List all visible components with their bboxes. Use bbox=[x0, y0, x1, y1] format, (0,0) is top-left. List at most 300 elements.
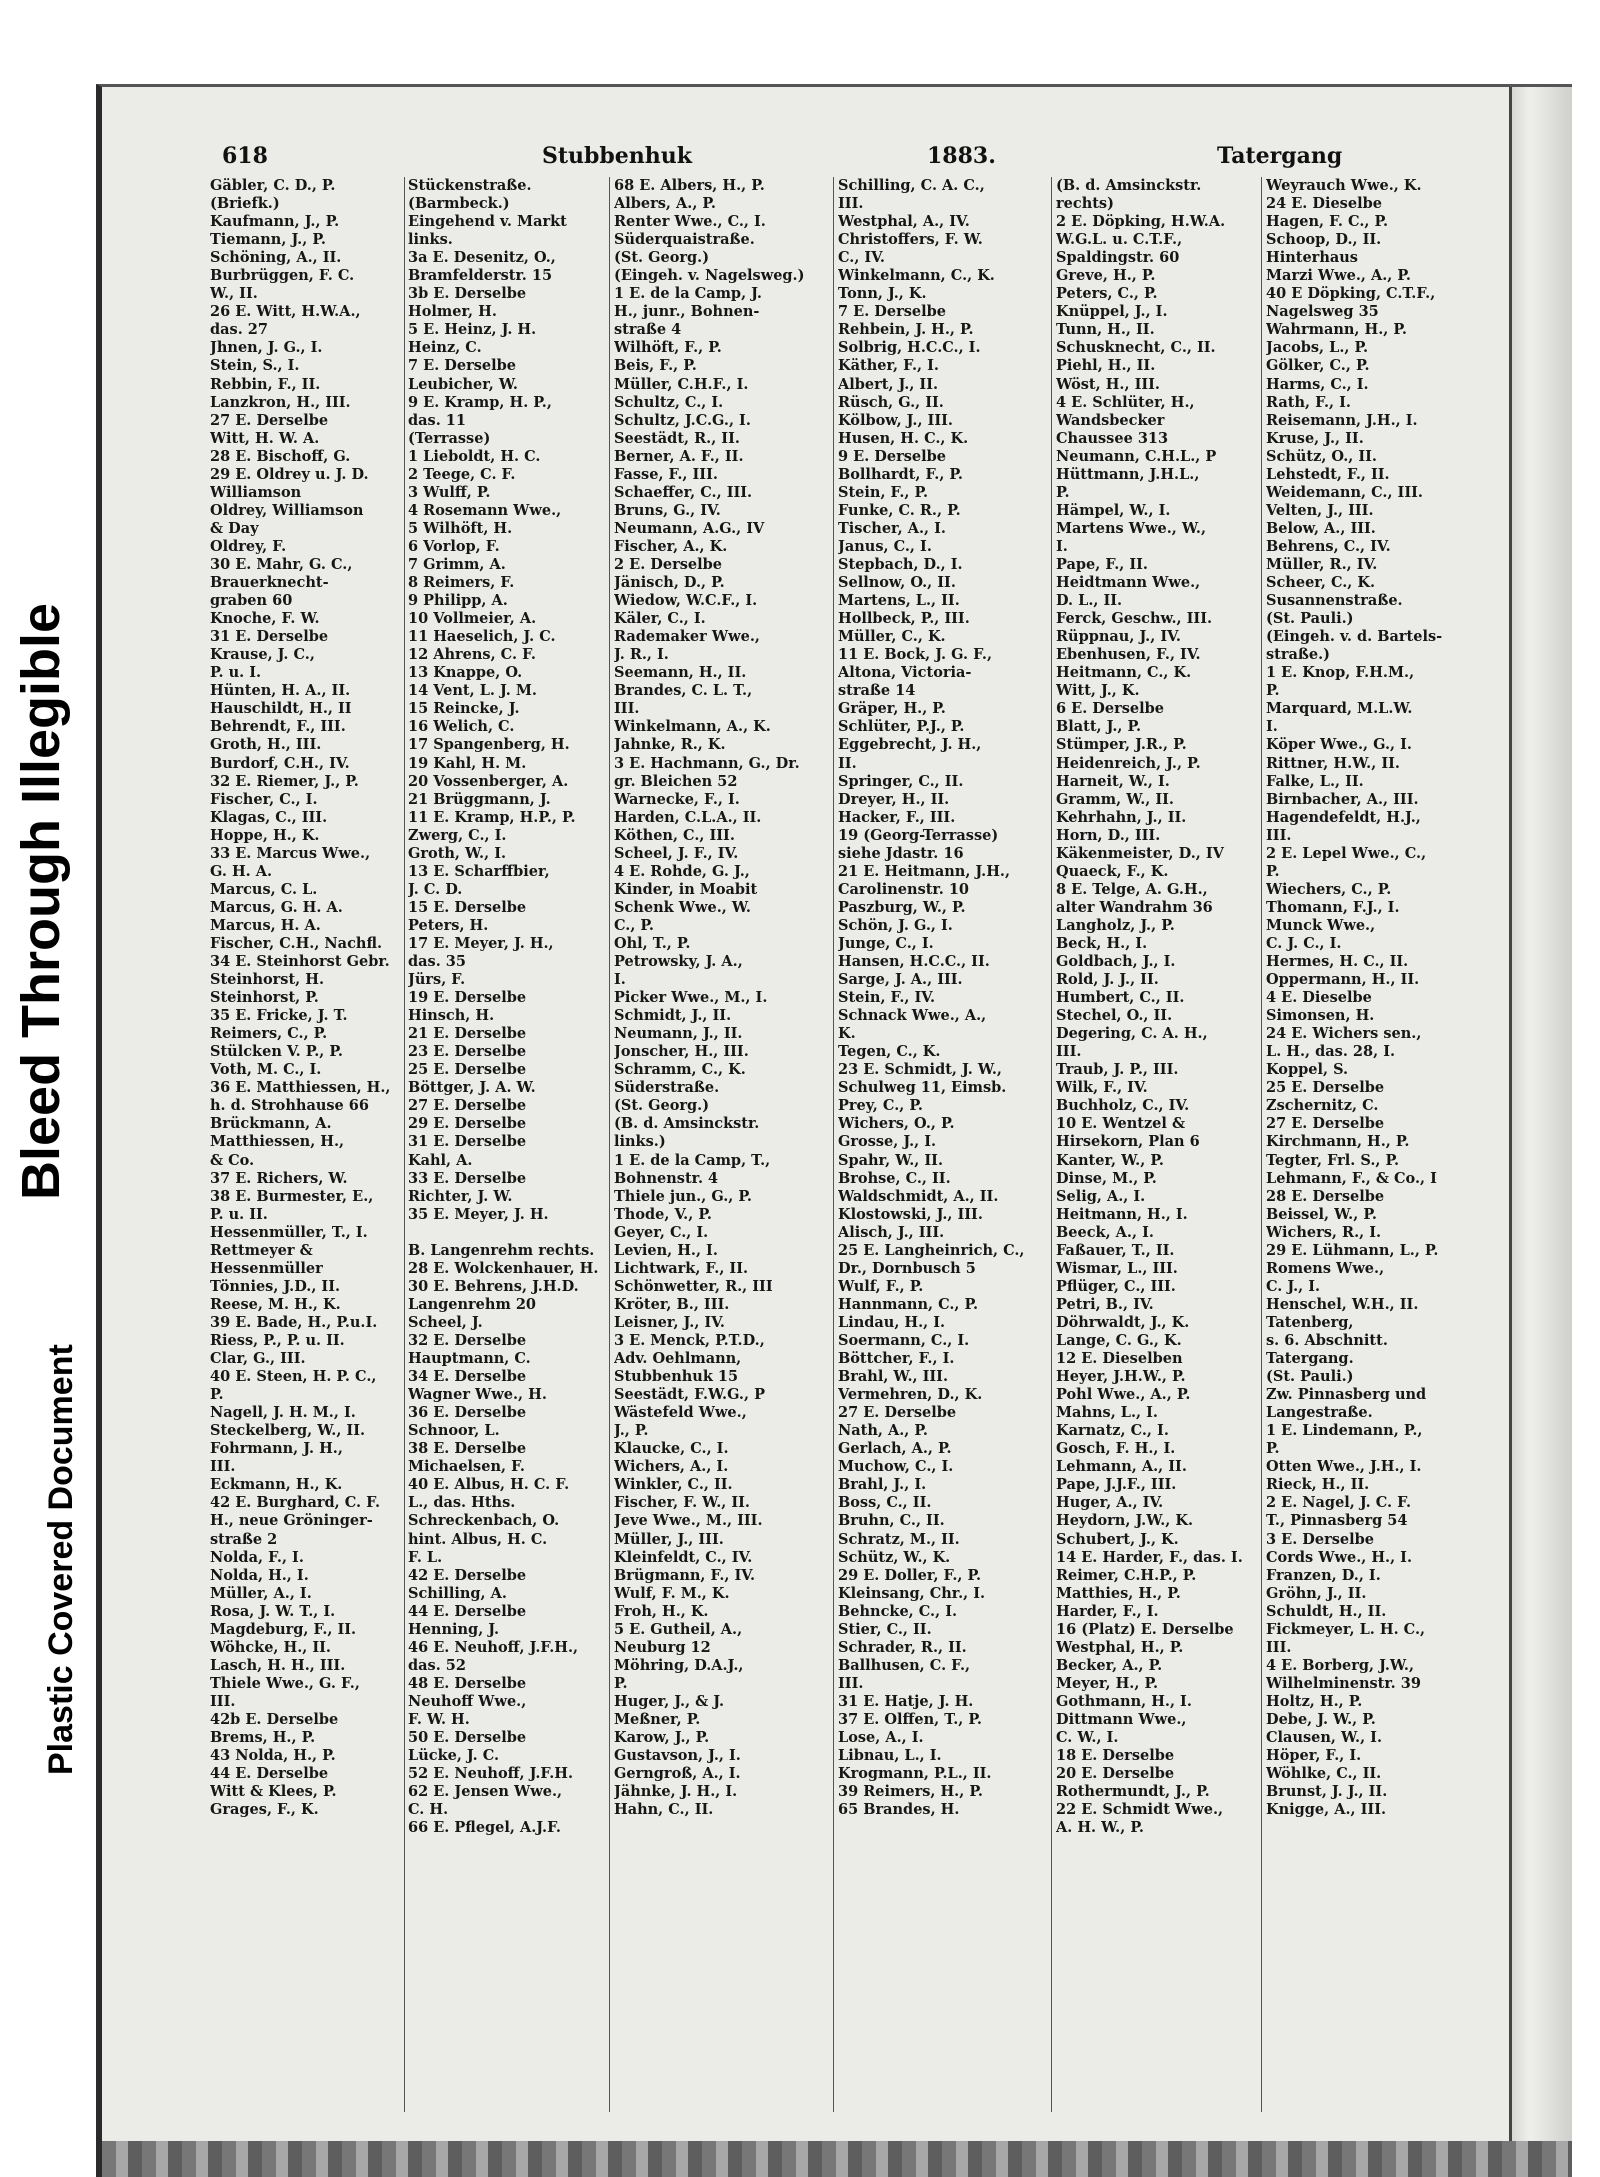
directory-entry: Warnecke, F., I. bbox=[614, 790, 740, 808]
column-rule bbox=[833, 177, 834, 2112]
directory-entry: III. bbox=[1266, 826, 1292, 844]
directory-entry: (St. Georg.) bbox=[614, 1097, 710, 1115]
directory-entry: Tatergang. bbox=[1266, 1350, 1354, 1368]
directory-entry: h. d. Strohhause 66 bbox=[210, 1097, 369, 1115]
directory-entry: 17 Spangenberg, H. bbox=[408, 736, 570, 754]
directory-entry: Gäbler, C. D., P. bbox=[210, 177, 336, 194]
directory-entry: Brauerknecht- bbox=[210, 574, 329, 592]
directory-entry: Kruse, J., II. bbox=[1266, 429, 1364, 447]
directory-entry: Schoop, D., II. bbox=[1266, 231, 1382, 249]
directory-entry: P. u. I. bbox=[210, 664, 262, 682]
directory-entry: & Day bbox=[210, 519, 259, 537]
directory-entry: Beissel, W., P. bbox=[1266, 1205, 1377, 1223]
directory-entry: Brems, H., P. bbox=[210, 1729, 316, 1747]
directory-entry: Böttcher, F., I. bbox=[838, 1350, 955, 1368]
directory-entry: Albert, J., II. bbox=[838, 375, 939, 393]
directory-entry: Fickmeyer, L. H. C., bbox=[1266, 1620, 1426, 1638]
directory-entry: Romens Wwe., bbox=[1266, 1259, 1385, 1277]
directory-entry: Schreckenbach, O. bbox=[408, 1512, 560, 1530]
directory-entry: 3b E. Derselbe bbox=[408, 285, 527, 303]
directory-entry: Kinder, in Moabit bbox=[614, 880, 758, 898]
directory-entry: Reimer, C.H.P., P. bbox=[1056, 1566, 1197, 1584]
directory-entry: Wilhöft, F., P. bbox=[614, 339, 722, 357]
directory-entry: Henschel, W.H., II. bbox=[1266, 1295, 1419, 1313]
directory-entry: 42b E. Derselbe bbox=[210, 1710, 339, 1728]
directory-entry: 21 E. Heitmann, J.H., bbox=[838, 862, 1011, 880]
directory-entry: 40 E. Albus, H. C. F. bbox=[408, 1476, 570, 1494]
directory-entry: Pohl Wwe., A., P. bbox=[1056, 1386, 1191, 1404]
directory-entry: Eggebrecht, J. H., bbox=[838, 736, 982, 754]
directory-entry: links. bbox=[408, 231, 453, 249]
directory-entry: Renter Wwe., C., I. bbox=[614, 213, 766, 231]
directory-entry: Stepbach, D., I. bbox=[838, 555, 963, 573]
directory-entry: Tatenberg, bbox=[1266, 1313, 1354, 1331]
directory-entry: Schusknecht, C., II. bbox=[1056, 339, 1216, 357]
directory-entry: Gröhn, J., II. bbox=[1266, 1584, 1367, 1602]
directory-entry: Beis, F., P. bbox=[614, 357, 697, 375]
directory-entry: Spahr, W., II. bbox=[838, 1151, 944, 1169]
directory-entry: Blatt, J., P. bbox=[1056, 718, 1142, 736]
directory-entry: 26 E. Witt, H.W.A., bbox=[210, 303, 361, 321]
directory-entry: 4 E. Borberg, J.W., bbox=[1266, 1656, 1414, 1674]
directory-entry: III. bbox=[1056, 1043, 1082, 1061]
directory-entry: III. bbox=[210, 1692, 236, 1710]
directory-entry: Matthiessen, H., bbox=[210, 1133, 345, 1151]
directory-entry: 6 E. Derselbe bbox=[1056, 700, 1164, 718]
directory-entry: Meßner, P. bbox=[614, 1710, 701, 1728]
directory-entry: Rehbein, J. H., P. bbox=[838, 321, 974, 339]
directory-entry: Rosa, J. W. T., I. bbox=[210, 1602, 336, 1620]
directory-entry: (St. Georg.) bbox=[614, 249, 710, 267]
directory-entry: Velten, J., III. bbox=[1266, 501, 1374, 519]
directory-entry: Janus, C., I. bbox=[838, 537, 932, 555]
directory-entry: P. u. II. bbox=[210, 1205, 268, 1223]
directory-entry: Stückenstraße. bbox=[408, 177, 532, 194]
directory-entry: Holmer, H. bbox=[408, 303, 497, 321]
directory-entry: Köthen, C., III. bbox=[614, 826, 735, 844]
directory-entry: Boss, C., II. bbox=[838, 1494, 932, 1512]
directory-entry: 28 E. Derselbe bbox=[1266, 1187, 1385, 1205]
directory-entry: Gramm, W., II. bbox=[1056, 790, 1174, 808]
directory-entry: das. 11 bbox=[408, 411, 466, 429]
directory-entry: Christoffers, F. W. bbox=[838, 231, 983, 249]
directory-entry: 17 E. Meyer, J. H., bbox=[408, 934, 554, 952]
directory-entry: 10 Vollmeier, A. bbox=[408, 610, 537, 628]
directory-entry: Schütz, O., II. bbox=[1266, 447, 1377, 465]
directory-entry: Behncke, C., I. bbox=[838, 1602, 958, 1620]
directory-entry: 34 E. Derselbe bbox=[408, 1368, 527, 1386]
directory-entry: 11 E. Bock, J. G. F., bbox=[838, 646, 992, 664]
directory-entry: 40 E Döpking, C.T.F., bbox=[1266, 285, 1436, 303]
directory-entry: Greve, H., P. bbox=[1056, 267, 1156, 285]
directory-entry: Meyer, H., P. bbox=[1056, 1674, 1159, 1692]
directory-entry: Springer, C., II. bbox=[838, 772, 964, 790]
directory-entry: Kirchmann, H., P. bbox=[1266, 1133, 1410, 1151]
directory-entry: Munck Wwe., bbox=[1266, 916, 1376, 934]
directory-entry: Funke, C. R., P. bbox=[838, 501, 961, 519]
directory-entry: Bohnenstr. 4 bbox=[614, 1169, 719, 1187]
directory-entry: Wöst, H., III. bbox=[1056, 375, 1160, 393]
directory-entry: Hüttmann, J.H.L., bbox=[1056, 465, 1200, 483]
directory-entry: Witt, H. W. A. bbox=[210, 429, 320, 447]
directory-entry: Heydorn, J.W., K. bbox=[1056, 1512, 1194, 1530]
directory-entry: L., das. Hths. bbox=[408, 1494, 516, 1512]
directory-entry: 11 Haeselich, J. C. bbox=[408, 628, 556, 646]
directory-entry: Eingehend v. Markt bbox=[408, 213, 567, 231]
directory-entry: 25 E. Langheinrich, C., bbox=[838, 1241, 1025, 1259]
directory-entry: Rademaker Wwe., bbox=[614, 628, 760, 646]
directory-entry: Oppermann, H., II. bbox=[1266, 971, 1420, 989]
directory-entry: Hansen, H.C.C., II. bbox=[838, 953, 990, 971]
directory-entry: 31 E. Hatje, J. H. bbox=[838, 1692, 974, 1710]
directory-entry: Wiedow, W.C.F., I. bbox=[614, 592, 758, 610]
directory-entry: H., neue Gröninger- bbox=[210, 1512, 373, 1530]
directory-entry: 44 E. Derselbe bbox=[210, 1765, 329, 1783]
directory-entry: straße 4 bbox=[614, 321, 682, 339]
directory-entry: Döhrwaldt, J., K. bbox=[1056, 1313, 1190, 1331]
directory-entry: P. bbox=[614, 1674, 628, 1692]
directory-entry: 37 E. Olffen, T., P. bbox=[838, 1710, 982, 1728]
directory-entry: Carolinenstr. 10 bbox=[838, 880, 970, 898]
directory-entry: 48 E. Derselbe bbox=[408, 1674, 527, 1692]
directory-entry: Tischer, A., I. bbox=[838, 519, 946, 537]
directory-entry: Käkenmeister, D., IV bbox=[1056, 844, 1224, 862]
directory-entry: (Briefk.) bbox=[210, 195, 280, 213]
directory-entry: Schultz, J.C.G., I. bbox=[614, 411, 751, 429]
directory-entry: (B. d. Amsinckstr. bbox=[614, 1115, 760, 1133]
directory-entry: Lücke, J. C. bbox=[408, 1747, 500, 1765]
directory-column-1 bbox=[210, 177, 400, 2112]
directory-entry: Schönwetter, R., III bbox=[614, 1277, 773, 1295]
directory-entry: Nolda, H., I. bbox=[210, 1566, 309, 1584]
directory-entry: Heitmann, C., K. bbox=[1056, 664, 1192, 682]
directory-entry: 16 Welich, C. bbox=[408, 718, 515, 736]
directory-entry: 13 E. Scharffbier, bbox=[408, 862, 550, 880]
directory-entry: Steinhorst, P. bbox=[210, 989, 319, 1007]
directory-entry: Karnatz, C., I. bbox=[1056, 1422, 1169, 1440]
directory-entry: Beck, H., I. bbox=[1056, 934, 1148, 952]
directory-entry: 32 E. Riemer, J., P. bbox=[210, 772, 359, 790]
directory-entry: Peters, C., P. bbox=[1056, 285, 1158, 303]
directory-entry: Rothermundt, J., P. bbox=[1056, 1783, 1210, 1801]
directory-entry: Klostowski, J., III. bbox=[838, 1205, 983, 1223]
directory-entry: III. bbox=[1266, 1638, 1292, 1656]
directory-entry: Hessenmüller bbox=[210, 1259, 323, 1277]
directory-entry: 3 E. Derselbe bbox=[1266, 1530, 1374, 1548]
directory-entry: links.) bbox=[614, 1133, 666, 1151]
directory-entry: Jahnke, R., K. bbox=[614, 736, 726, 754]
directory-entry: Thode, V., P. bbox=[614, 1205, 712, 1223]
directory-entry: 4 Rosemann Wwe., bbox=[408, 501, 562, 519]
directory-entry: Wismar, L., III. bbox=[1056, 1259, 1178, 1277]
directory-entry: Rittner, H.W., II. bbox=[1266, 754, 1400, 772]
directory-entry: Heidenreich, J., P. bbox=[1056, 754, 1201, 772]
archival-annotations bbox=[0, 380, 95, 1800]
directory-entry: 21 Brüggmann, J. bbox=[408, 790, 551, 808]
directory-entry: Kölbow, J., III. bbox=[838, 411, 953, 429]
directory-entry: 6 Vorlop, F. bbox=[408, 537, 500, 555]
directory-entry: Schultz, C., I. bbox=[614, 393, 724, 411]
directory-entry: Hessenmüller, T., I. bbox=[210, 1223, 368, 1241]
directory-entry: 35 E. Meyer, J. H. bbox=[408, 1205, 549, 1223]
directory-entry: Huger, A., IV. bbox=[1056, 1494, 1164, 1512]
directory-entry: III. bbox=[210, 1458, 236, 1476]
directory-entry: P. bbox=[1266, 682, 1280, 700]
directory-entry: Tonn, J., K. bbox=[838, 285, 927, 303]
directory-entry: 38 E. Derselbe bbox=[408, 1440, 527, 1458]
directory-entry: 19 (Georg-Terrasse) bbox=[838, 826, 999, 844]
directory-entry: Fasse, F., III. bbox=[614, 465, 718, 483]
directory-entry: Brandes, C. L. T., bbox=[614, 682, 753, 700]
directory-entry: Klagas, C., III. bbox=[210, 808, 328, 826]
directory-entry: Harneit, W., I. bbox=[1056, 772, 1170, 790]
directory-entry: Hauschildt, H., II bbox=[210, 700, 352, 718]
directory-column-5 bbox=[1056, 177, 1256, 2112]
directory-entry: Leubicher, W. bbox=[408, 375, 518, 393]
directory-entry: straße 14 bbox=[838, 682, 916, 700]
directory-entry: Hagendefeldt, H.J., bbox=[1266, 808, 1421, 826]
directory-entry: Tegter, Frl. S., P. bbox=[1266, 1151, 1400, 1169]
directory-entry: C., IV. bbox=[838, 249, 885, 267]
directory-entry: 12 Ahrens, C. F. bbox=[408, 646, 536, 664]
directory-entry: Fohrmann, J. H., bbox=[210, 1440, 343, 1458]
directory-entry: 33 E. Marcus Wwe., bbox=[210, 844, 371, 862]
directory-entry: (Eingeh. v. d. Bartels- bbox=[1266, 628, 1443, 646]
directory-entry: Cords Wwe., H., I. bbox=[1266, 1548, 1413, 1566]
directory-entry: Leisner, J., IV. bbox=[614, 1313, 725, 1331]
directory-entry: 37 E. Richers, W. bbox=[210, 1169, 348, 1187]
directory-entry: 15 E. Derselbe bbox=[408, 898, 527, 916]
directory-entry: Müller, R., IV. bbox=[1266, 555, 1378, 573]
directory-entry: Harms, C., I. bbox=[1266, 375, 1369, 393]
directory-entry: Mahns, L., I. bbox=[1056, 1404, 1158, 1422]
directory-entry: 38 E. Burmester, E., bbox=[210, 1187, 374, 1205]
directory-entry: Husen, H. C., K. bbox=[838, 429, 969, 447]
directory-entry: Dittmann Wwe., bbox=[1056, 1710, 1187, 1728]
directory-entry: Schlüter, P.J., P. bbox=[838, 718, 965, 736]
directory-entry: Wästefeld Wwe., bbox=[614, 1404, 747, 1422]
directory-entry: Hermes, H. C., II. bbox=[1266, 953, 1409, 971]
directory-entry: Hagen, F. C., P. bbox=[1266, 213, 1389, 231]
directory-entry: Müller, C.H.F., I. bbox=[614, 375, 749, 393]
directory-entry: Jähnke, J. H., I. bbox=[614, 1783, 738, 1801]
directory-entry: 5 E. Heinz, J. H. bbox=[408, 321, 537, 339]
directory-entry: Kaufmann, J., P. bbox=[210, 213, 340, 231]
directory-entry: Witt & Klees, P. bbox=[210, 1783, 337, 1801]
directory-entry: 14 E. Harder, F., das. I. bbox=[1056, 1548, 1243, 1566]
directory-entry: Selig, A., I. bbox=[1056, 1187, 1146, 1205]
directory-entry: Heidtmann Wwe., bbox=[1056, 574, 1201, 592]
directory-entry: Beeck, A., I. bbox=[1056, 1223, 1154, 1241]
directory-entry: Paszburg, W., P. bbox=[838, 898, 966, 916]
directory-entry: Käther, F., I. bbox=[838, 357, 939, 375]
directory-entry: 25 E. Derselbe bbox=[408, 1061, 527, 1079]
directory-entry: Nath, A., P. bbox=[838, 1422, 928, 1440]
directory-entry: Karow, J., P. bbox=[614, 1729, 710, 1747]
directory-entry: 40 E. Steen, H. P. C., bbox=[210, 1368, 377, 1386]
directory-entry: 44 E. Derselbe bbox=[408, 1602, 527, 1620]
directory-entry: 66 E. Pflegel, A.J.F. bbox=[408, 1819, 561, 1837]
directory-entry: Ebenhusen, F., IV. bbox=[1056, 646, 1201, 664]
directory-entry: das. 52 bbox=[408, 1656, 466, 1674]
directory-entry: Rold, J. J., II. bbox=[1056, 971, 1159, 989]
directory-entry: III. bbox=[614, 700, 640, 718]
directory-entry: 1 Lieboldt, H. C. bbox=[408, 447, 541, 465]
directory-entry: Müller, A., I. bbox=[210, 1584, 312, 1602]
directory-entry: Berner, A. F., II. bbox=[614, 447, 744, 465]
directory-entry: Alisch, J., III. bbox=[838, 1223, 945, 1241]
directory-entry: 1 E. Lindemann, P., bbox=[1266, 1422, 1423, 1440]
directory-entry: 7 E. Derselbe bbox=[838, 303, 946, 321]
directory-entry: Wiechers, C., P. bbox=[1266, 880, 1392, 898]
running-head-year: 1883. bbox=[927, 143, 996, 169]
directory-entry: 7 E. Derselbe bbox=[408, 357, 516, 375]
directory-column-6 bbox=[1266, 177, 1545, 2112]
directory-entry: 21 E. Derselbe bbox=[408, 1025, 527, 1043]
directory-entry: Winkler, C., II. bbox=[614, 1476, 733, 1494]
directory-entry: Pape, J.J.F., III. bbox=[1056, 1476, 1177, 1494]
directory-entry: 2 E. Lepel Wwe., C., bbox=[1266, 844, 1427, 862]
directory-entry: 22 E. Schmidt Wwe., bbox=[1056, 1801, 1224, 1819]
directory-entry: C. H. bbox=[408, 1801, 449, 1819]
directory-entry: Reese, M. H., K. bbox=[210, 1295, 341, 1313]
directory-entry: Behrens, C., IV. bbox=[1266, 537, 1391, 555]
directory-entry: Schütz, W., K. bbox=[838, 1548, 951, 1566]
directory-entry: Fischer, A., K. bbox=[614, 537, 728, 555]
directory-entry: das. 35 bbox=[408, 953, 466, 971]
directory-entry: Schuldt, H., II. bbox=[1266, 1602, 1387, 1620]
directory-entry: 4 E. Schlüter, H., bbox=[1056, 393, 1195, 411]
directory-entry: Gerngroß, A., I. bbox=[614, 1765, 741, 1783]
directory-entry: (Eingeh. v. Nagelsweg.) bbox=[614, 267, 805, 285]
directory-entry: T., Pinnasberg 54 bbox=[1266, 1512, 1408, 1530]
directory-entry: III. bbox=[838, 195, 864, 213]
directory-entry: gr. Bleichen 52 bbox=[614, 772, 738, 790]
directory-entry: Lange, C. G., K. bbox=[1056, 1332, 1182, 1349]
directory-entry: Schön, J. G., I. bbox=[838, 916, 953, 934]
directory-entry: Chaussee 313 bbox=[1056, 429, 1169, 447]
directory-entry: Gerlach, A., P. bbox=[838, 1440, 952, 1458]
directory-column-3 bbox=[614, 177, 828, 2112]
directory-entry: Stechel, O., II. bbox=[1056, 1007, 1173, 1025]
directory-entry: Muchow, C., I. bbox=[838, 1458, 954, 1476]
directory-entry: H., junr., Bohnen- bbox=[614, 303, 760, 321]
directory-entry: C. J. C., I. bbox=[1266, 934, 1342, 952]
directory-entry: 24 E. Wichers sen., bbox=[1266, 1025, 1422, 1043]
directory-entry: 2 E. Döpking, H.W.A. bbox=[1056, 213, 1226, 231]
directory-entry: Höper, F., I. bbox=[1266, 1747, 1362, 1765]
directory-entry: 27 E. Derselbe bbox=[408, 1097, 527, 1115]
column-rule bbox=[1051, 177, 1052, 2112]
directory-entry: Stein, S., I. bbox=[210, 357, 300, 375]
directory-entry: Groth, H., III. bbox=[210, 736, 322, 754]
directory-entry: 29 E. Oldrey u. J. D. bbox=[210, 465, 369, 483]
directory-entry: 12 E. Dieselben bbox=[1056, 1350, 1183, 1368]
directory-entry: Möhring, D.A.J., bbox=[614, 1656, 744, 1674]
directory-entry: Susannenstraße. bbox=[1266, 592, 1403, 610]
directory-entry: 2 Teege, C. F. bbox=[408, 465, 516, 483]
directory-entry: J. C. D. bbox=[408, 880, 463, 898]
directory-entry: Witt, J., K. bbox=[1056, 682, 1140, 700]
directory-entry: Behrendt, F., III. bbox=[210, 718, 346, 736]
directory-entry: Waldschmidt, A., II. bbox=[838, 1187, 999, 1205]
directory-entry: Lehmann, F., & Co., I bbox=[1266, 1169, 1437, 1187]
directory-entry: Geyer, C., I. bbox=[614, 1223, 709, 1241]
directory-entry: Köper Wwe., G., I. bbox=[1266, 736, 1412, 754]
directory-entry: Kehrhahn, J., II. bbox=[1056, 808, 1187, 826]
directory-entry: Sellnow, O., II. bbox=[838, 574, 956, 592]
directory-entry: P. bbox=[1266, 1440, 1280, 1458]
directory-entry: Süderstraße. bbox=[614, 1079, 720, 1097]
directory-entry: Schaeffer, C., III. bbox=[614, 483, 753, 501]
directory-entry: 33 E. Derselbe bbox=[408, 1169, 527, 1187]
directory-entry: das. 27 bbox=[210, 321, 268, 339]
directory-entry: Wöhlke, C., II. bbox=[1266, 1765, 1382, 1783]
directory-entry: 9 E. Derselbe bbox=[838, 447, 946, 465]
column-rule bbox=[1261, 177, 1262, 2112]
directory-entry: Reimers, C., P. bbox=[210, 1025, 328, 1043]
directory-entry: Marcus, C. L. bbox=[210, 880, 318, 898]
directory-entry: 43 Nolda, H., P. bbox=[210, 1747, 336, 1765]
directory-entry: (Barmbeck.) bbox=[408, 195, 510, 213]
directory-entry: Brückmann, A. bbox=[210, 1115, 332, 1133]
directory-entry: Müller, J., III. bbox=[614, 1530, 724, 1548]
directory-entry: 52 E. Neuhoff, J.F.H. bbox=[408, 1765, 574, 1783]
directory-entry: Schulweg 11, Eimsb. bbox=[838, 1079, 1007, 1097]
directory-entry: Albers, A., P. bbox=[614, 195, 716, 213]
directory-entry: Stein, F., IV. bbox=[838, 989, 936, 1007]
directory-entry: Dr., Dornbusch 5 bbox=[838, 1259, 976, 1277]
directory-entry: Zw. Pinnasberg und bbox=[1266, 1386, 1427, 1404]
directory-entry: Marquard, M.L.W. bbox=[1266, 700, 1413, 718]
directory-entry: 3a E. Desenitz, O., bbox=[408, 249, 556, 267]
directory-entry: Humbert, C., II. bbox=[1056, 989, 1185, 1007]
directory-entry: 32 E. Derselbe bbox=[408, 1332, 527, 1349]
directory-entry: I. bbox=[1266, 718, 1278, 736]
directory-entry: Schenk Wwe., W. bbox=[614, 898, 751, 916]
directory-entry: Neumann, C.H.L., P bbox=[1056, 447, 1217, 465]
directory-entry: Scheer, C., K. bbox=[1266, 574, 1376, 592]
directory-entry: Stubbenhuk 15 bbox=[614, 1368, 739, 1386]
directory-entry: Below, A., III. bbox=[1266, 519, 1376, 537]
directory-entry: Brahl, W., III. bbox=[838, 1368, 949, 1386]
directory-entry: Prey, C., P. bbox=[838, 1097, 923, 1115]
directory-entry: 36 E. Derselbe bbox=[408, 1404, 527, 1422]
directory-entry: 15 Reincke, J. bbox=[408, 700, 520, 718]
directory-entry: Hämpel, W., I. bbox=[1056, 501, 1171, 519]
directory-entry: 16 (Platz) E. Derselbe bbox=[1056, 1620, 1234, 1638]
directory-entry: Stülcken V. P., P. bbox=[210, 1043, 343, 1061]
directory-entry: 8 Reimers, F. bbox=[408, 574, 515, 592]
directory-entry: Lehmann, A., II. bbox=[1056, 1458, 1187, 1476]
directory-entry: Brohse, C., II. bbox=[838, 1169, 951, 1187]
directory-entry: Heinz, C. bbox=[408, 339, 482, 357]
directory-entry: Käler, C., I. bbox=[614, 610, 706, 628]
directory-entry: Wichers, R., I. bbox=[1266, 1223, 1382, 1241]
directory-entry: 2 E. Derselbe bbox=[614, 555, 722, 573]
directory-entry: Wulf, F. M., K. bbox=[614, 1584, 730, 1602]
directory-entry: Schratz, M., II. bbox=[838, 1530, 960, 1548]
directory-entry: 35 E. Fricke, J. T. bbox=[210, 1007, 348, 1025]
directory-entry: Libnau, L., I. bbox=[838, 1747, 942, 1765]
directory-entry: Wilk, F., IV. bbox=[1056, 1079, 1148, 1097]
directory-entry: Bruns, G., IV. bbox=[614, 501, 721, 519]
directory-entry: 29 E. Lühmann, L., P. bbox=[1266, 1241, 1439, 1259]
directory-entry: Schnoor, L. bbox=[408, 1422, 500, 1440]
directory-entry: Faßauer, T., II. bbox=[1056, 1241, 1175, 1259]
directory-entry: Rieck, H., II. bbox=[1266, 1476, 1370, 1494]
directory-entry: Clausen, W., I. bbox=[1266, 1729, 1383, 1747]
